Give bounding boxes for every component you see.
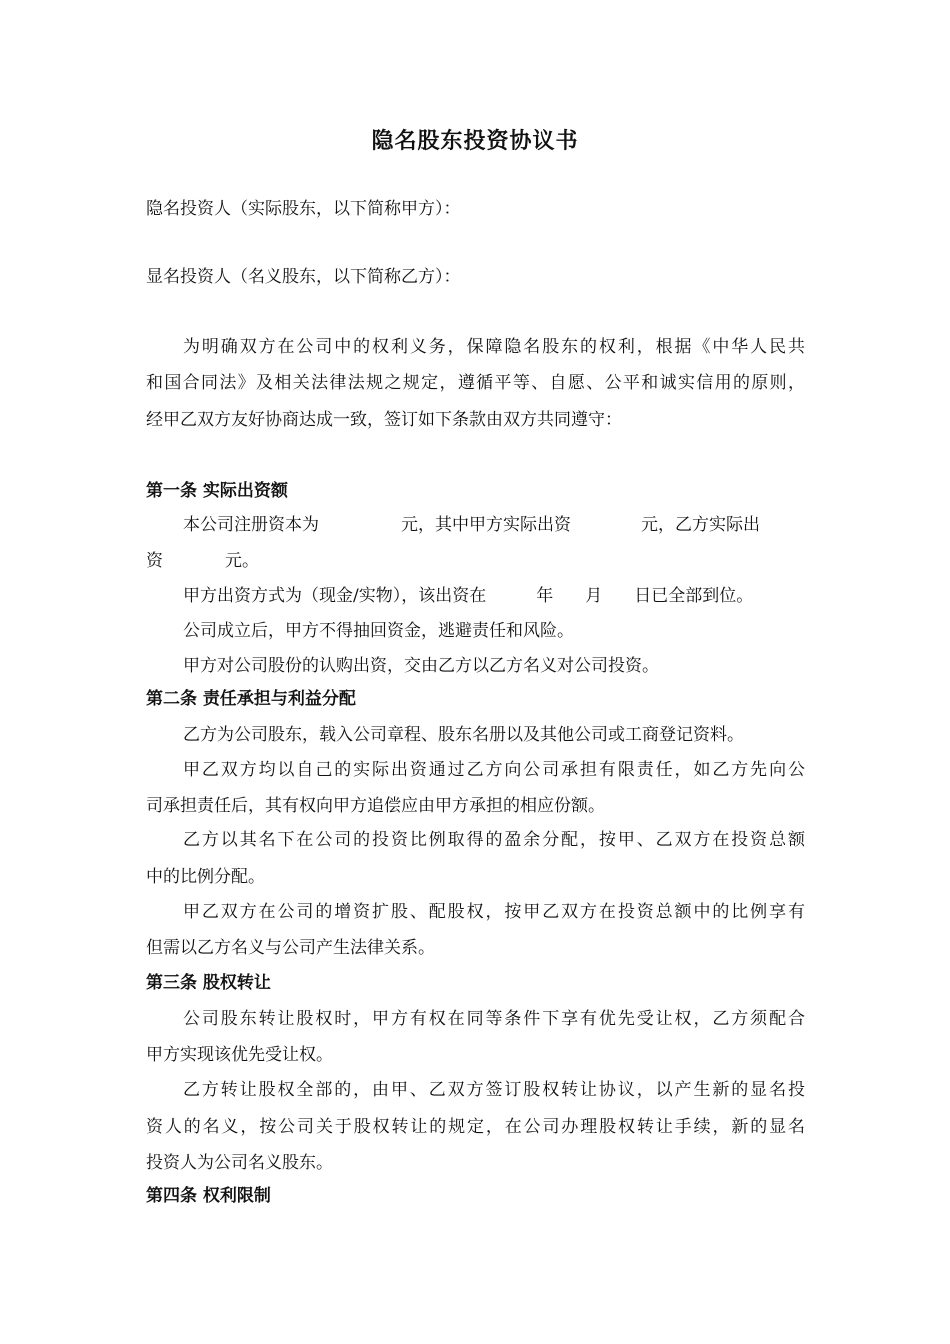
article-2-paragraph-3-line-1: 乙方以其名下在公司的投资比例取得的盈余分配，按甲、乙双方在投资总额: [183, 830, 805, 850]
article-1-paragraph-2: [183, 585, 753, 607]
party-a-line: 隐名投资人（实际股东，以下简称甲方）：: [146, 199, 461, 219]
contribution-method: 甲方出资方式为（现金/实物），该出资在: [183, 586, 487, 606]
article-4-heading: 第四条 权利限制: [146, 1186, 271, 1206]
article-2-paragraph-1: 乙方为公司股东，载入公司章程、股东名册以及其他公司或工商登记资料。: [183, 725, 744, 745]
party-a-contribution-label: 元，其中甲方实际出资: [401, 515, 571, 535]
article-3-paragraph-1-line-1: 公司股东转让股权时，甲方有权在同等条件下享有优先受让权，乙方须配合: [183, 1009, 805, 1029]
article-1-paragraph-1-line-1: [183, 514, 805, 536]
article-1-paragraph-4: 甲方对公司股份的认购出资，交由乙方以乙方名义对公司投资。: [183, 656, 659, 676]
party-b-contribution-label: 元，乙方实际出: [641, 515, 760, 535]
article-3-paragraph-1-line-2: 甲方实现该优先受让权。: [146, 1045, 333, 1065]
day-label: 日已全部到位。: [634, 586, 754, 606]
article-2-paragraph-4-line-1: 甲乙双方在公司的增资扩股、配股权，按甲乙双方在投资总额中的比例享有: [183, 902, 805, 922]
year-label: 年: [536, 586, 554, 606]
currency-unit: 元。: [225, 551, 259, 571]
article-2-paragraph-2-line-1: 甲乙双方均以自己的实际出资通过乙方向公司承担有限责任，如乙方先向公: [183, 760, 805, 780]
preamble-line-1: 为明确双方在公司中的权利义务，保障隐名股东的权利，根据《中华人民共: [183, 337, 805, 357]
contribution-continued: 资: [146, 551, 163, 571]
article-1-heading: 第一条 实际出资额: [146, 481, 288, 501]
preamble-line-3: 经甲乙双方友好协商达成一致，签订如下条款由双方共同遵守：: [146, 410, 622, 430]
article-3-paragraph-2-line-1: 乙方转让股权全部的，由甲、乙双方签订股权转让协议，以产生新的显名投: [183, 1080, 805, 1100]
article-3-paragraph-2-line-2: 资人的名义，按公司关于股权转让的规定，在公司办理股权转让手续，新的显名: [146, 1117, 805, 1137]
article-2-paragraph-2-line-2: 司承担责任后，其有权向甲方追偿应由甲方承担的相应份额。: [146, 796, 605, 816]
month-label: 月: [585, 586, 603, 606]
article-2-paragraph-3-line-2: 中的比例分配。: [146, 867, 265, 887]
article-1-paragraph-3: 公司成立后，甲方不得抽回资金，逃避责任和风险。: [183, 621, 574, 641]
article-3-paragraph-2-line-3: 投资人为公司名义股东。: [146, 1153, 333, 1173]
article-1-paragraph-1-line-2: [146, 550, 259, 572]
article-3-heading: 第三条 股权转让: [146, 973, 271, 993]
document-title: 隐名股东投资协议书: [371, 128, 579, 154]
party-b-line: 显名投资人（名义股东，以下简称乙方）：: [146, 267, 461, 287]
preamble-line-2: 和国合同法》及相关法律法规之规定，遵循平等、自愿、公平和诚实信用的原则，: [146, 373, 805, 393]
registered-capital-label: 本公司注册资本为: [183, 515, 319, 535]
article-2-heading: 第二条 责任承担与利益分配: [146, 689, 356, 709]
article-2-paragraph-4-line-2: 但需以乙方名义与公司产生法律关系。: [146, 938, 435, 958]
